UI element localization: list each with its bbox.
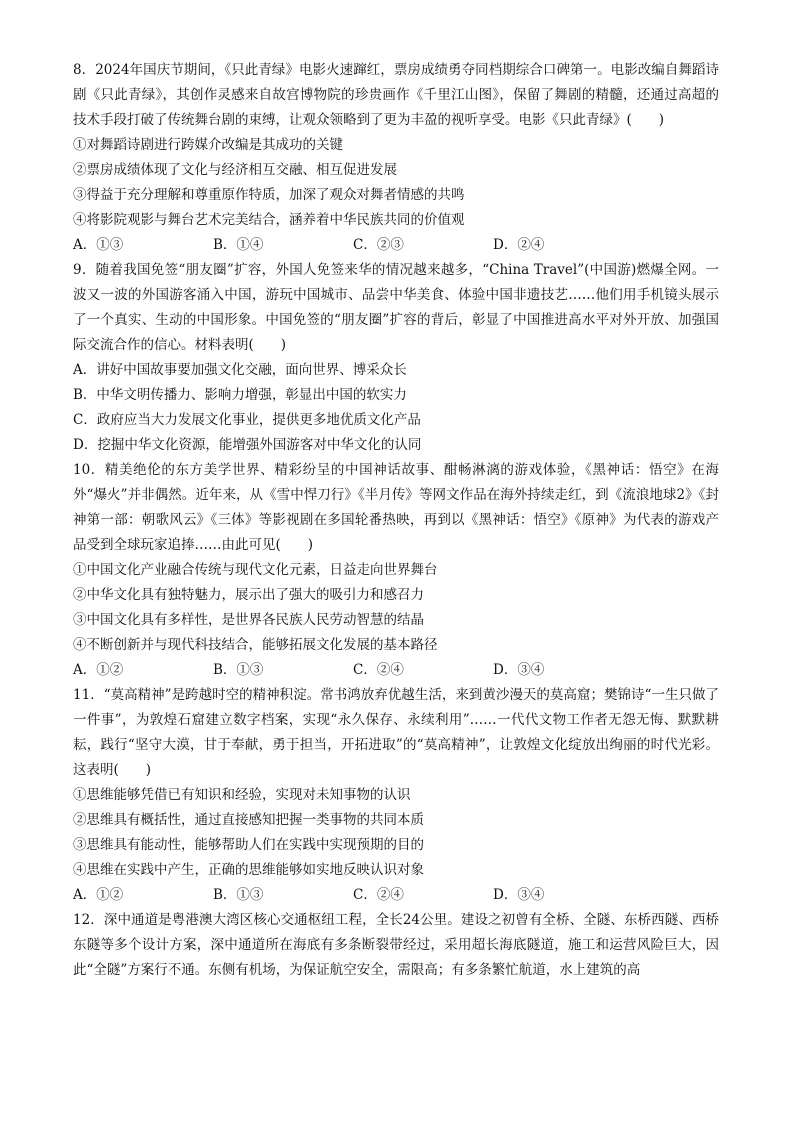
choice-c: C．②③: [353, 237, 404, 253]
question-stem: 12．深中通道是粤港澳大湾区核心交通枢纽工程，全长24公里。建设之初曾有全桥、全隧、东桥西隧、西桥东隧等多个设计方案，深中通道所在海底有多条断裂带经过，采用超长海底隧道，施工和运营风险巨大，因此“全隧”方案行不通。东侧有机场，为保证航空安全，需限高；有多条繁忙航道，水上建筑的高: [73, 912, 719, 978]
question-8: [73, 58, 719, 258]
statement-option: ②中华文化具有独特魅力，展示出了强大的吸引力和感召力: [73, 587, 424, 603]
question-9: [73, 258, 719, 458]
question-10: [73, 458, 719, 683]
choice-b: B．①③: [213, 662, 264, 678]
statement-option: ①对舞蹈诗剧进行跨媒介改编是其成功的关键: [73, 137, 343, 153]
statement-option: ①思维能够凭借已有知识和经验，实现对未知事物的认识: [73, 787, 411, 803]
answer-choices: [73, 658, 719, 683]
question-11: [73, 683, 719, 908]
question-stem: 9．随着我国免签“朋友圈”扩容，外国人免签来华的情况越来越多，“China Travel”(中国游)燃爆全网。一波又一波的外国游客涌入中国，游玩中国城市、品尝中华美食、体验中国非遗技艺……他们用手机镜头展示了一个真实、生动的中国形象。中国免签的“朋友圈”扩容的背后，彰显了中国推进高水平对外开放、加强国际交流合作的信心。材料表明( ): [73, 262, 719, 353]
choice-c: C．②④: [353, 887, 404, 903]
statement-option: ④思维在实践中产生，正确的思维能够如实地反映认识对象: [73, 862, 424, 878]
answer-option-b: B．中华文明传播力、影响力增强，彰显出中国的软实力: [73, 387, 407, 403]
choice-d: D．③④: [493, 662, 545, 678]
choice-a: A．①②: [73, 662, 124, 678]
exam-page: [73, 58, 719, 983]
question-stem: 11．“莫高精神”是跨越时空的精神积淀。常书鸿放弃优越生活，来到黄沙漫天的莫高窟；樊锦诗“一生只做了一件事”，为敦煌石窟建立数字档案，实现“永久保存、永续利用”……一代代文物工作者无怨无悔、默默耕耘，践行“坚守大漠，甘于奉献，勇于担当，开拓进取”的“莫高精神”，让敦煌文化绽放出绚丽的时代光彩。这表明( ): [73, 687, 719, 778]
statement-option: ④不断创新并与现代科技结合，能够拓展文化发展的基本路径: [73, 637, 438, 653]
choice-b: B．①④: [213, 237, 264, 253]
statement-option: ④将影院观影与舞台艺术完美结合，涵养着中华民族共同的价值观: [73, 212, 465, 228]
choice-d: D．③④: [493, 887, 545, 903]
answer-option-a: A．讲好中国故事要加强文化交融，面向世界、博采众长: [73, 362, 407, 378]
statement-option: ③得益于充分理解和尊重原作特质，加深了观众对舞者情感的共鸣: [73, 187, 465, 203]
answer-option-d: D．挖掘中华文化资源，能增强外国游客对中华文化的认同: [73, 437, 422, 453]
choice-a: A．①③: [73, 237, 124, 253]
answer-choices: [73, 883, 719, 908]
question-stem: 10．精美绝伦的东方美学世界、精彩纷呈的中国神话故事、酣畅淋漓的游戏体验，《黑神话：悟空》在海外“爆火”并非偶然。近年来，从《雪中悍刀行》《半月传》等网文作品在海外持续走红，到《流浪地球2》《封神第一部：朝歌风云》《三体》等影视剧在多国轮番热映，再到以《黑神话：悟空》《原神》为代表的游戏产品受到全球玩家追捧……由此可见( ): [73, 462, 719, 553]
choice-d: D．②④: [493, 237, 545, 253]
statement-option: ②思维具有概括性，通过直接感知把握一类事物的共同本质: [73, 812, 424, 828]
statement-option: ③中国文化具有多样性，是世界各民族人民劳动智慧的结晶: [73, 612, 424, 628]
statement-option: ③思维具有能动性，能够帮助人们在实践中实现预期的目的: [73, 837, 424, 853]
statement-option: ②票房成绩体现了文化与经济相互交融、相互促进发展: [73, 162, 397, 178]
choice-a: A．①②: [73, 887, 124, 903]
statement-option: ①中国文化产业融合传统与现代文化元素，日益走向世界舞台: [73, 562, 438, 578]
question-12: [73, 908, 719, 983]
answer-option-c: C．政府应当大力发展文化事业，提供更多地优质文化产品: [73, 412, 421, 428]
answer-choices: [73, 233, 719, 258]
choice-b: B．①③: [213, 887, 264, 903]
choice-c: C．②④: [353, 662, 404, 678]
question-stem: 8．2024年国庆节期间，《只此青绿》电影火速蹿红，票房成绩勇夺同档期综合口碑第一。电影改编自舞蹈诗剧《只此青绿》，其创作灵感来自故宫博物院的珍贵画作《千里江山图》，保留了舞剧的精髓，还通过高超的技术手段打破了传统舞台剧的束缚，让观众领略到了更为丰盈的视听享受。电影《只此青绿》( ): [73, 62, 719, 128]
